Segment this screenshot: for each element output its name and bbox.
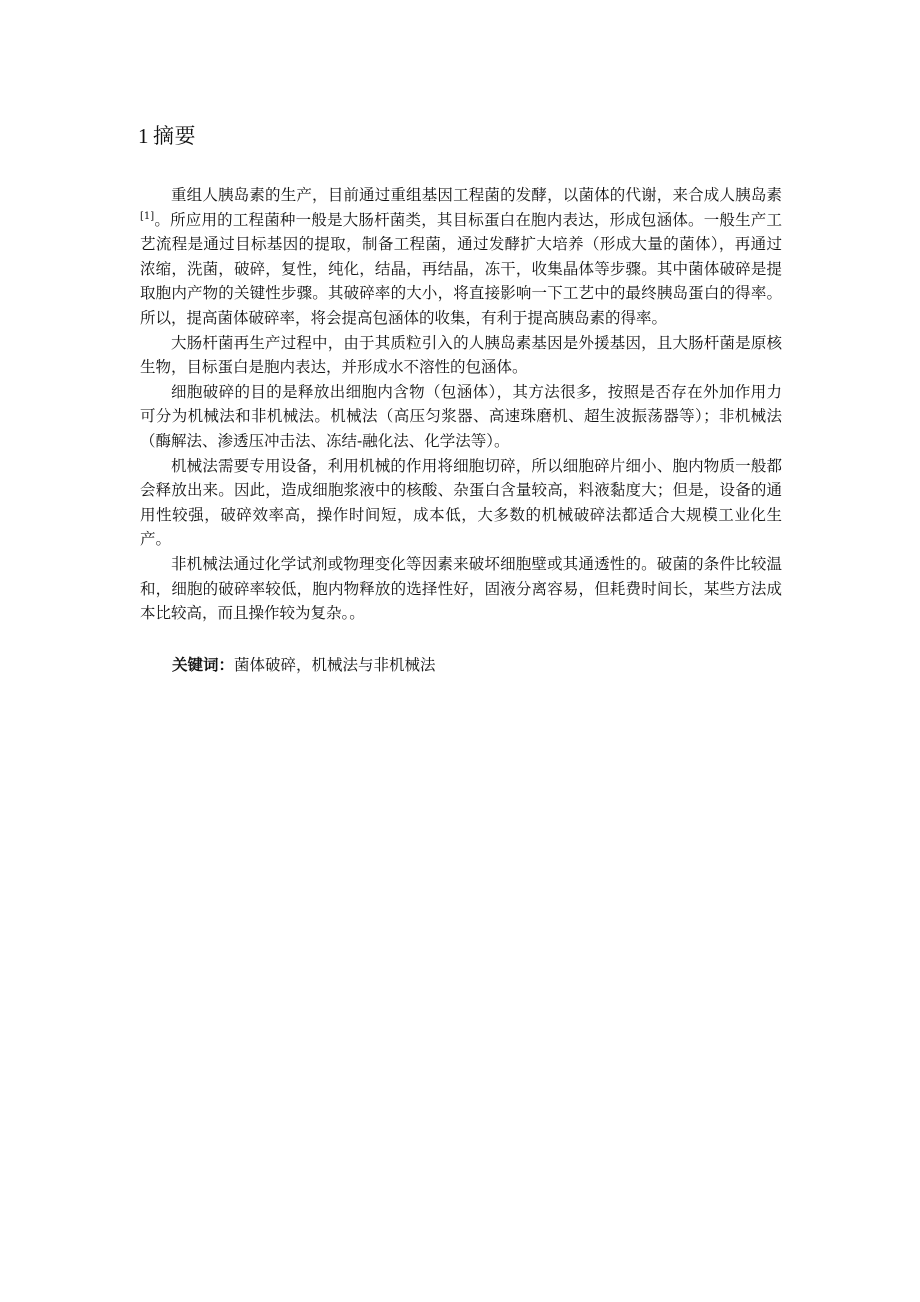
citation-ref: [1] [140, 210, 155, 222]
section-number: 1 [138, 124, 149, 148]
paragraph-3: 细胞破碎的目的是释放出细胞内含物（包涵体），其方法很多，按照是否存在外加作用力可分为机械法和非机械法。机械法（高压匀浆器、高速珠磨机、超生波振荡器等）；非机械法（酶解法、渗透压冲击法、冻结-融化法、化学法等）。 [140, 382, 782, 450]
paragraph-2: 大肠杆菌再生产过程中，由于其质粒引入的人胰岛素基因是外援基因，且大肠杆菌是原核生物，目标蛋白是胞内表达，并形成水不溶性的包涵体。 [140, 333, 782, 377]
paragraph-1 [140, 183, 782, 331]
section-heading [138, 122, 196, 150]
keywords-label: 关键词： [172, 656, 235, 674]
keywords-value: 菌体破碎，机械法与非机械法 [234, 656, 436, 674]
paragraph-1-text-a: 重组人胰岛素的生产，目前通过重组基因工程菌的发酵，以菌体的代谢，来合成人胰岛素 [171, 186, 782, 204]
section-title: 摘要 [153, 124, 196, 148]
paragraph-1-text-b: 。所应用的工程菌种一般是大肠杆菌类，其目标蛋白在胞内表达，形成包涵体。一般生产工艺流程是通过目标基因的提取，制备工程菌，通过发酵扩大培养（形成大量的菌体），再通过浓缩，洗菌，破碎，复性，纯化，结晶，再结晶，冻干，收集晶体等步骤。其中菌体破碎是提取胞内产物的关键性步骤。其破碎率的大小，将直接影响一下工艺中的最终胰岛蛋白的得率。所以，提高菌体破碎率，将会提高包涵体的收集，有利于提高胰岛素的得率。 [140, 210, 782, 327]
keywords-line [172, 653, 436, 677]
paragraph-4: 机械法需要专用设备，利用机械的作用将细胞切碎，所以细胞碎片细小、胞内物质一般都会释放出来。因此，造成细胞浆液中的核酸、杂蛋白含量较高，料液黏度大；但是，设备的通用性较强，破碎效率高，操作时间短，成本低，大多数的机械破碎法都适合大规模工业化生产。 [140, 456, 782, 549]
paragraph-5: 非机械法通过化学试剂或物理变化等因素来破坏细胞壁或其通透性的。破菌的条件比较温和，细胞的破碎率较低，胞内物释放的选择性好，固液分离容易，但耗费时间长，某些方法成本比较高，而且操作较为复杂。。 [140, 554, 782, 623]
abstract-body [140, 183, 782, 626]
